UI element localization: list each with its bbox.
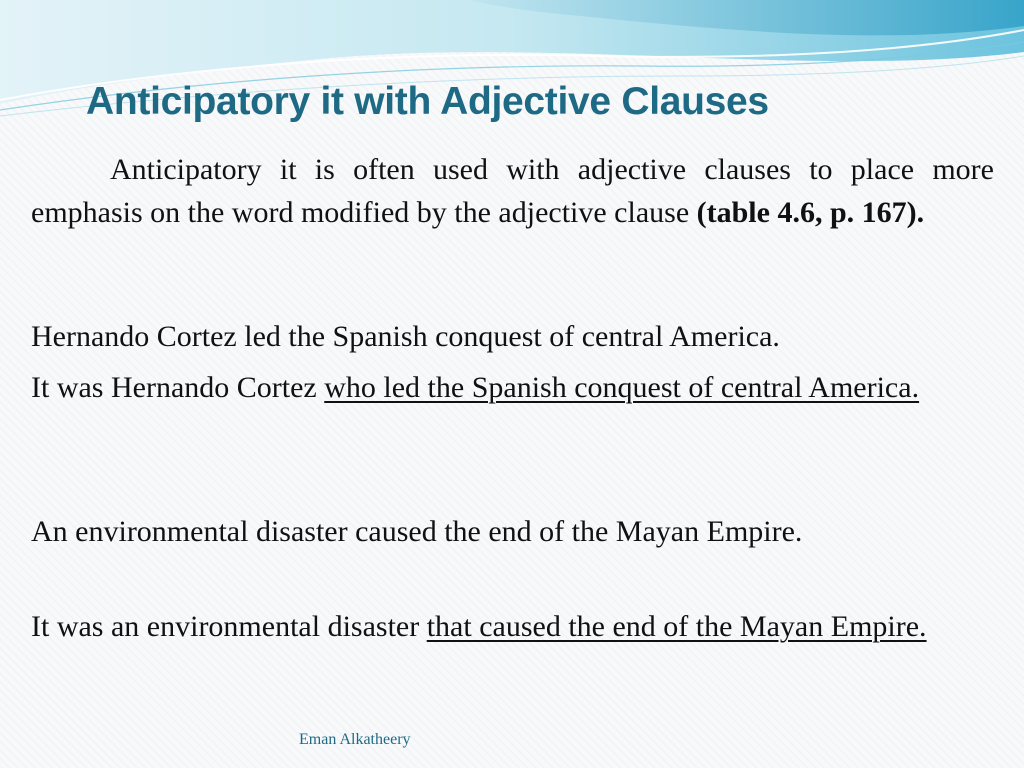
example-1-cleft-lead: It was Hernando Cortez	[31, 371, 325, 404]
example-2-adjective-clause: that caused the end of the Mayan Empire.	[426, 610, 927, 643]
example-1-sentence: Hernando Cortez led the Spanish conquest of central America.	[31, 320, 780, 353]
example-2-sentence: An environmental disaster caused the end of the Mayan Empire.	[31, 515, 803, 548]
intro-text: Anticipatory it is often used with adjective clauses to place more emphasis on the word modified by the adjective clause	[31, 153, 994, 229]
intro-paragraph	[31, 148, 994, 234]
example-2-cleft-sentence	[31, 605, 996, 648]
example-1-cleft-sentence	[31, 366, 996, 409]
example-1-adjective-clause: who led the Spanish conquest of central America.	[324, 371, 920, 404]
footer-author: Eman Alkatheery	[299, 731, 411, 748]
slide-title: Anticipatory it with Adjective Clauses	[86, 80, 769, 123]
example-2-cleft-lead: It was an environmental disaster	[31, 610, 427, 643]
table-reference: (table 4.6, p. 167).	[696, 196, 925, 229]
